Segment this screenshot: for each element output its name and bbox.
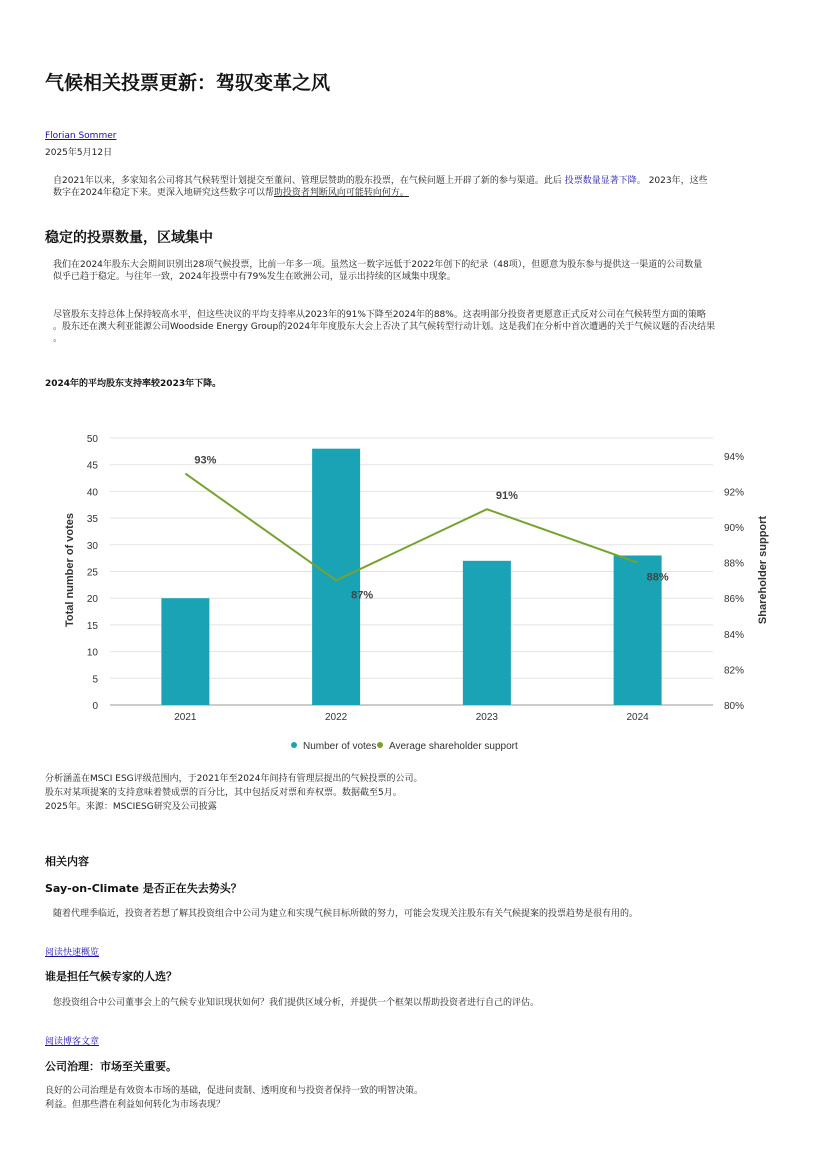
votes-decline-link[interactable]: 投票数量显著下降。 xyxy=(564,176,646,186)
right-axis-ticks xyxy=(724,452,744,712)
support-line xyxy=(185,474,637,581)
y2-tick-label: 86% xyxy=(724,594,745,606)
x-tick-label: 2022 xyxy=(325,712,348,723)
related-item3-title[interactable]: 公司治理：市场至关重要。 xyxy=(45,1060,177,1073)
related-item2-desc: 您投资组合中公司董事会上的气候专业知识现状如何？我们提供区域分析，并提供一个框架以帮助投资者进行自己的评估。 xyxy=(53,998,540,1008)
legend-bar-marker xyxy=(291,742,297,748)
y-tick-label: 15 xyxy=(86,620,98,632)
y2-tick-label: 80% xyxy=(724,701,745,712)
page-title: 气候相关投票更新：驾驭变革之风 xyxy=(45,72,331,94)
x-tick-label: 2023 xyxy=(475,712,498,723)
chart-bars xyxy=(161,449,661,705)
y-axis-label: Total number of votes xyxy=(64,512,76,628)
related-item2-link[interactable]: 阅读博客文章 xyxy=(45,1037,100,1047)
support-label-2023: 91% xyxy=(495,490,518,503)
section1-p2-line2: 。股东还在澳大利亚能源公司Woodside Energy Group的2024年年度股东大会上否决了其气候转型行动计划。这是我们在分析中首次遭遇的关于气候议题的否决结果 xyxy=(53,322,716,332)
y2-tick-label: 92% xyxy=(724,487,745,499)
y-tick-label: 50 xyxy=(86,434,98,445)
related-heading: 相关内容 xyxy=(45,855,89,868)
legend-line-label: Average shareholder support xyxy=(389,741,518,752)
y-tick-label: 40 xyxy=(86,487,98,499)
bar-2023 xyxy=(463,561,511,705)
support-labels xyxy=(194,455,668,602)
related-item2-title[interactable]: 谁是担任气候专家的人选？ xyxy=(45,970,177,983)
author-link[interactable]: Florian Sommer xyxy=(45,131,117,141)
x-tick-label: 2024 xyxy=(626,712,649,723)
related-item1-desc: 随着代理季临近，投资者若想了解其投资组合中公司为建立和实现气候目标所做的努力，可能会发现关注股东有关气候提案的投票趋势是很有用的。 xyxy=(53,909,639,919)
y-tick-label: 45 xyxy=(86,460,98,472)
section1-p1-line1: 我们在2024年股东大会期间识别出28项气候投票，比前一年多一项。虽然这一数字远低于2022年创下的纪录（48项），但愿意为股东参与提供这一渠道的公司数量 xyxy=(53,260,703,270)
section1-p2-line1: 尽管股东支持总体上保持较高水平，但这些决议的平均支持率从2023年的91%下降至2024年的88%。这表明部分投资者更愿意正式反对公司在气候转型方面的策略 xyxy=(53,310,706,320)
chart-legend xyxy=(291,741,518,752)
y-tick-label: 20 xyxy=(86,594,98,606)
section-heading: 稳定的投票数量，区域集中 xyxy=(45,230,213,246)
intro-text-3: 数字在2024年稳定下来。更深入地研究这些数字可以帮 xyxy=(53,188,274,198)
y-tick-label: 30 xyxy=(86,540,98,552)
chart-caption: 2024年的平均股东支持率较2023年下降。 xyxy=(45,379,222,389)
section1-p1-line2: 似乎已趋于稳定。与往年一致，2024年投票中有79%发生在欧洲公司，显示出持续的区域集中现象。 xyxy=(53,272,456,282)
support-label-2022: 87% xyxy=(351,589,374,602)
x-axis-ticks xyxy=(174,712,649,723)
y-tick-label: 10 xyxy=(86,647,98,659)
support-label-2024: 88% xyxy=(646,571,669,584)
left-axis-ticks xyxy=(87,434,99,712)
intro-underlined-text[interactable]: 助投资者判断风向可能转向何方。 xyxy=(273,188,409,198)
bar-2021 xyxy=(161,598,209,705)
y-tick-label: 5 xyxy=(92,674,98,686)
bar-2022 xyxy=(312,449,360,705)
intro-text-1: 自2021年以来，多家知名公司将其气候转型计划提交至董问、管理层赞助的股东投票，在气候问题上开辟了新的参与渠道。此后 xyxy=(53,176,562,186)
related-item1-title[interactable]: Say-on-Climate 是否正在失去势头？ xyxy=(45,882,242,895)
related-item3-desc-1: 良好的公司治理是有效资本市场的基础，促进问责制、透明度和与投资者保持一致的明智决策。 xyxy=(45,1086,424,1096)
intro-paragraph xyxy=(53,175,783,187)
related-item1-link[interactable]: 阅读快速概览 xyxy=(45,948,100,958)
y2-tick-label: 82% xyxy=(724,665,745,677)
chart-note-2: 股东对某项提案的支持意味着赞成票的百分比，其中包括反对票和弃权票。数据截至5月。 xyxy=(45,788,402,798)
chart-note-1: 分析涵盖在MSCI ESG评级范围内，于2021年至2024年间持有管理层提出的气候投票的公司。 xyxy=(45,774,423,784)
y2-tick-label: 84% xyxy=(724,629,745,641)
intro-paragraph-line2 xyxy=(53,187,468,199)
votes-support-chart xyxy=(0,400,826,770)
x-tick-label: 2021 xyxy=(174,712,197,723)
y2-tick-label: 88% xyxy=(724,558,745,570)
y2-axis-label: Shareholder support xyxy=(757,515,769,625)
section1-p2-line3: 。 xyxy=(53,334,63,344)
y-tick-label: 35 xyxy=(86,514,98,526)
publish-date: 2025年5月12日 xyxy=(45,148,113,158)
intro-text-2: 2023年，这些 xyxy=(648,176,708,186)
chart-note-3: 2025年。来源：MSCIESG研究及公司披露 xyxy=(45,802,217,812)
y2-tick-label: 94% xyxy=(724,451,745,463)
y-tick-label: 25 xyxy=(86,567,98,579)
y-tick-label: 0 xyxy=(92,701,98,712)
y2-tick-label: 90% xyxy=(724,523,745,534)
related-item3-desc-2: 利益。但那些潜在利益如何转化为市场表现？ xyxy=(45,1100,226,1110)
legend-line-marker xyxy=(377,742,383,748)
legend-bar-label: Number of votes xyxy=(303,741,377,752)
support-label-2021: 93% xyxy=(194,454,217,467)
